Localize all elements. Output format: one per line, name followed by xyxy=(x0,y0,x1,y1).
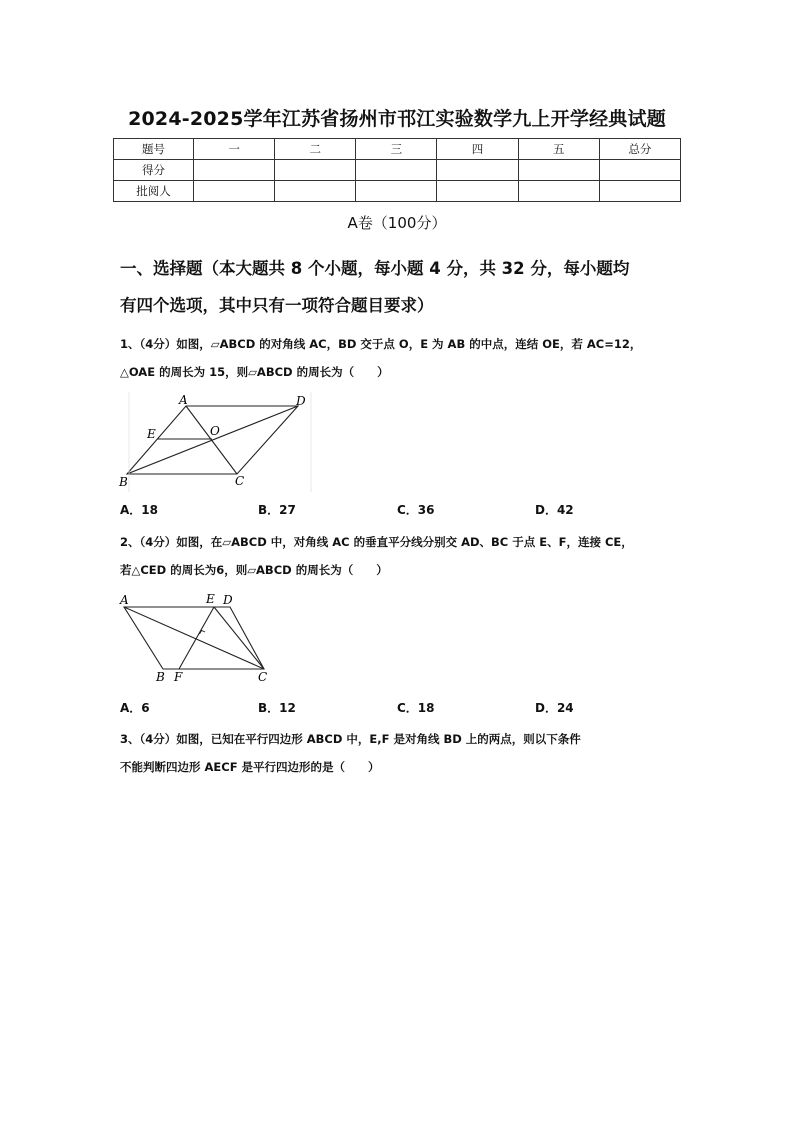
question-line: 若△CED 的周长为6，则▱ABCD 的周长为（ ） xyxy=(120,563,388,577)
score-header-cell: 三 xyxy=(356,139,437,160)
score-header-cell: 四 xyxy=(437,139,518,160)
score-header-cell: 题号 xyxy=(114,139,194,160)
question-1-text xyxy=(120,330,690,386)
score-header-cell: 二 xyxy=(275,139,356,160)
question-3-text xyxy=(120,725,690,781)
score-cell xyxy=(356,181,437,202)
label-b: B xyxy=(156,670,165,684)
score-header-cell: 一 xyxy=(194,139,275,160)
diagonal-ac xyxy=(124,607,264,669)
section-heading xyxy=(120,250,690,324)
question-2-option-b[interactable]: B．12 xyxy=(258,701,296,715)
question-2-option-a[interactable]: A．6 xyxy=(120,701,150,715)
score-cell xyxy=(437,160,518,181)
label-b: B xyxy=(119,475,128,489)
question-2-text xyxy=(120,528,690,584)
question-2-option-d[interactable]: D．24 xyxy=(535,701,574,715)
score-header-cell: 总分 xyxy=(599,139,680,160)
score-table-row xyxy=(114,181,681,202)
score-cell xyxy=(599,181,680,202)
score-cell xyxy=(518,181,599,202)
label-a: A xyxy=(179,393,188,407)
question-line: 1、（4分）如图，▱ABCD 的对角线 AC，BD 交于点 O，E 为 AB 的中点，连结 OE，若 AC=12， xyxy=(120,337,642,351)
score-cell xyxy=(275,181,356,202)
question-line: 不能判断四边形 AECF 是平行四边形的是（ ） xyxy=(120,760,380,774)
score-cell xyxy=(437,181,518,202)
volume-title: A卷（100分） xyxy=(347,214,447,232)
label-c: C xyxy=(235,474,245,488)
segment-ce xyxy=(214,607,264,669)
score-table-header-row xyxy=(114,139,681,160)
score-cell xyxy=(194,160,275,181)
score-cell xyxy=(275,160,356,181)
label-f: F xyxy=(174,670,183,684)
page-title: 2024-2025学年江苏省扬州市邗江实验数学九上开学经典试题 xyxy=(128,108,666,130)
score-table-row xyxy=(114,160,681,181)
score-row-label: 批阅人 xyxy=(114,181,194,202)
label-o: O xyxy=(210,424,220,438)
perpendicular-bisector-ef xyxy=(179,607,214,669)
score-row-label: 得分 xyxy=(114,160,194,181)
question-line: 2、（4分）如图，在▱ABCD 中，对角线 AC 的垂直平分线分别交 AD、BC 于点 E、F，连接 CE， xyxy=(120,535,633,549)
section-heading-line: 有四个选项，其中只有一项符合题目要求） xyxy=(120,296,434,315)
question-2-option-c[interactable]: C．18 xyxy=(397,701,435,715)
score-cell xyxy=(356,160,437,181)
question-1-option-a[interactable]: A．18 xyxy=(120,503,158,517)
score-cell xyxy=(599,160,680,181)
score-cell xyxy=(194,181,275,202)
label-d: D xyxy=(296,394,306,408)
label-a: A xyxy=(120,593,129,607)
question-1-option-d[interactable]: D．42 xyxy=(535,503,574,517)
label-d: D xyxy=(223,593,233,607)
question-1-figure xyxy=(115,392,315,492)
score-cell xyxy=(518,160,599,181)
score-header-cell: 五 xyxy=(518,139,599,160)
section-heading-line: 一、选择题（本大题共 8 个小题，每小题 4 分，共 32 分，每小题均 xyxy=(120,259,630,278)
question-1-option-b[interactable]: B．27 xyxy=(258,503,296,517)
label-e: E xyxy=(147,427,156,441)
score-table xyxy=(113,138,681,202)
question-line: 3、（4分）如图，已知在平行四边形 ABCD 中，E,F 是对角线 BD 上的两点，则以下条件 xyxy=(120,732,581,746)
question-2-figure xyxy=(115,590,285,685)
label-e: E xyxy=(206,592,215,606)
label-c: C xyxy=(258,670,268,684)
question-line: △OAE 的周长为 15，则▱ABCD 的周长为（ ） xyxy=(120,365,389,379)
question-1-option-c[interactable]: C．36 xyxy=(397,503,435,517)
